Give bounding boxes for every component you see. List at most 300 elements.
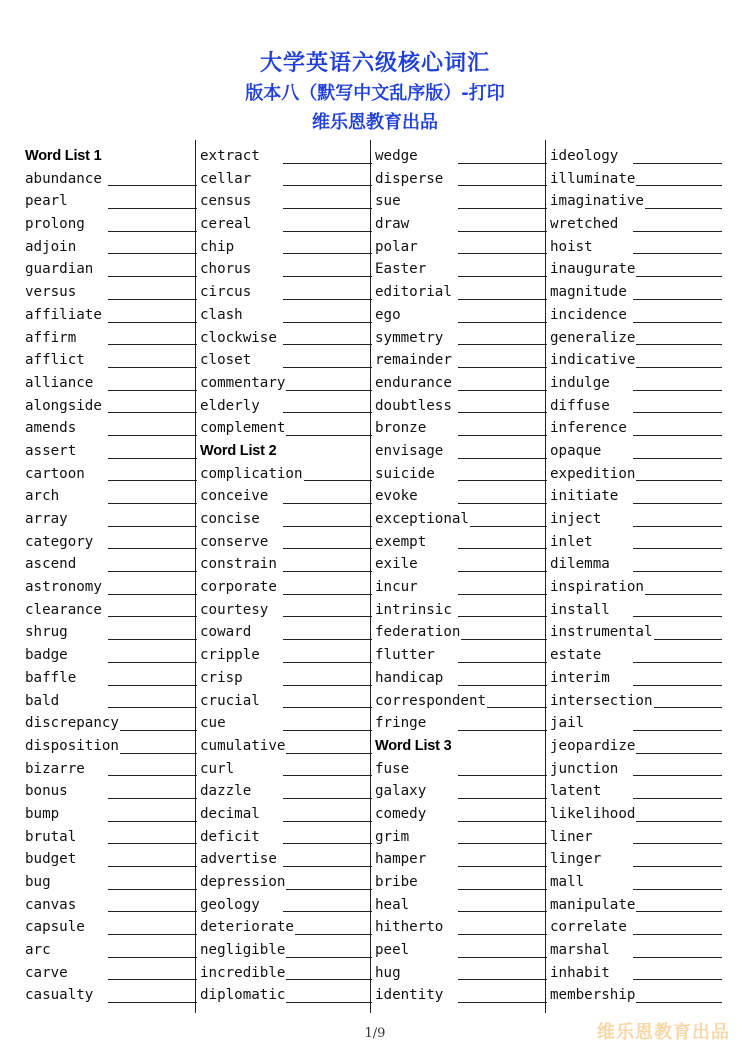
publisher-line: 维乐恩教育出品 bbox=[312, 112, 438, 133]
vocabulary-word: geology bbox=[200, 896, 260, 913]
answer-blank-line bbox=[458, 299, 547, 300]
vocabulary-word: manipulate bbox=[550, 896, 636, 913]
answer-blank-line bbox=[636, 480, 722, 481]
answer-blank-line bbox=[283, 685, 372, 686]
vocabulary-word: cue bbox=[200, 715, 226, 732]
vocabulary-row bbox=[200, 349, 372, 372]
vocabulary-row bbox=[200, 667, 372, 690]
vocabulary-row bbox=[200, 531, 372, 554]
vocabulary-row bbox=[200, 372, 372, 395]
answer-blank-line bbox=[458, 322, 547, 323]
vocabulary-row bbox=[25, 984, 197, 1007]
answer-blank-line bbox=[283, 594, 372, 595]
answer-blank-line bbox=[633, 979, 722, 980]
column-divider bbox=[370, 140, 371, 1013]
answer-blank-line bbox=[283, 866, 372, 867]
answer-blank-line bbox=[636, 185, 722, 186]
vocabulary-row bbox=[375, 644, 547, 667]
vocabulary-word: jail bbox=[550, 715, 585, 732]
answer-blank-line bbox=[633, 526, 722, 527]
vocabulary-word: disposition bbox=[25, 737, 119, 754]
answer-blank-line bbox=[633, 163, 722, 164]
vocabulary-row bbox=[375, 848, 547, 871]
document-title: 大学英语六级核心词汇 bbox=[259, 51, 490, 76]
answer-blank-line bbox=[636, 911, 722, 912]
vocabulary-word: courtesy bbox=[200, 601, 269, 618]
answer-blank-line bbox=[108, 367, 197, 368]
answer-blank-line bbox=[633, 934, 722, 935]
answer-blank-line bbox=[108, 798, 197, 799]
answer-blank-line bbox=[286, 957, 372, 958]
vocabulary-word: correlate bbox=[550, 919, 627, 936]
vocabulary-word: incidence bbox=[550, 306, 627, 323]
vocabulary-word: bonus bbox=[25, 783, 68, 800]
vocabulary-row bbox=[375, 145, 547, 168]
vocabulary-word: envisage bbox=[375, 442, 444, 459]
vocabulary-row bbox=[25, 395, 197, 418]
answer-blank-line bbox=[458, 979, 547, 980]
vocabulary-word: circus bbox=[200, 284, 252, 301]
vocabulary-word: linger bbox=[550, 851, 602, 868]
vocabulary-word: budget bbox=[25, 851, 77, 868]
answer-blank-line bbox=[458, 934, 547, 935]
vocabulary-word: exempt bbox=[375, 533, 427, 550]
vocabulary-row bbox=[200, 485, 372, 508]
answer-blank-line bbox=[283, 412, 372, 413]
vocabulary-word: latent bbox=[550, 783, 602, 800]
vocabulary-word: membership bbox=[550, 987, 636, 1004]
vocabulary-row bbox=[375, 690, 547, 713]
vocabulary-word: chip bbox=[200, 238, 235, 255]
answer-blank-line bbox=[458, 594, 547, 595]
vocabulary-word: bald bbox=[25, 692, 60, 709]
vocabulary-row bbox=[550, 576, 722, 599]
vocabulary-word: diffuse bbox=[550, 397, 610, 414]
answer-blank-line bbox=[636, 821, 722, 822]
vocabulary-word: extract bbox=[200, 148, 260, 164]
answer-blank-line bbox=[283, 775, 372, 776]
answer-blank-line bbox=[108, 208, 197, 209]
vocabulary-row bbox=[200, 894, 372, 917]
vocabulary-word: chorus bbox=[200, 261, 252, 278]
vocabulary-row bbox=[550, 962, 722, 985]
answer-blank-line bbox=[283, 231, 372, 232]
answer-blank-line bbox=[458, 208, 547, 209]
vocabulary-row bbox=[375, 485, 547, 508]
vocabulary-row bbox=[375, 780, 547, 803]
vocabulary-word: arch bbox=[25, 488, 60, 505]
word-list-heading-label: Word List 1 bbox=[25, 148, 102, 164]
answer-blank-line bbox=[283, 639, 372, 640]
vocabulary-word: cereal bbox=[200, 216, 252, 233]
vocabulary-row bbox=[550, 848, 722, 871]
answer-blank-line bbox=[633, 798, 722, 799]
vocabulary-row bbox=[200, 758, 372, 781]
vocabulary-word: hoist bbox=[550, 238, 593, 255]
vocabulary-row bbox=[200, 190, 372, 213]
vocabulary-word: brutal bbox=[25, 828, 77, 845]
vocabulary-word: guardian bbox=[25, 261, 94, 278]
vocabulary-word: symmetry bbox=[375, 329, 444, 346]
answer-blank-line bbox=[108, 276, 197, 277]
answer-blank-line bbox=[633, 866, 722, 867]
vocabulary-row bbox=[375, 508, 547, 531]
answer-blank-line bbox=[283, 571, 372, 572]
vocabulary-word: suicide bbox=[375, 465, 435, 482]
answer-blank-line bbox=[633, 299, 722, 300]
vocabulary-row bbox=[200, 984, 372, 1007]
answer-blank-line bbox=[286, 753, 372, 754]
answer-blank-line bbox=[645, 594, 722, 595]
vocabulary-word: ideology bbox=[550, 148, 619, 164]
vocabulary-row bbox=[200, 395, 372, 418]
answer-blank-line bbox=[633, 571, 722, 572]
answer-blank-line bbox=[108, 616, 197, 617]
answer-blank-line bbox=[108, 548, 197, 549]
answer-blank-line bbox=[636, 753, 722, 754]
vocabulary-word: concise bbox=[200, 511, 260, 527]
vocabulary-word: Easter bbox=[375, 261, 427, 278]
vocabulary-row bbox=[25, 621, 197, 644]
vocabulary-row bbox=[25, 440, 197, 463]
answer-blank-line bbox=[633, 843, 722, 844]
answer-blank-line bbox=[108, 253, 197, 254]
answer-blank-line bbox=[458, 367, 547, 368]
vocabulary-word: wedge bbox=[375, 148, 418, 164]
answer-blank-line bbox=[108, 934, 197, 935]
word-list-heading bbox=[25, 145, 197, 168]
vocabulary-row bbox=[200, 168, 372, 191]
vocabulary-word: casualty bbox=[25, 987, 94, 1004]
vocabulary-row bbox=[200, 145, 372, 168]
answer-blank-line bbox=[283, 707, 372, 708]
answer-blank-line bbox=[458, 458, 547, 459]
vocabulary-row bbox=[200, 553, 372, 576]
vocabulary-row bbox=[25, 826, 197, 849]
vocabulary-row bbox=[25, 281, 197, 304]
answer-blank-line bbox=[108, 775, 197, 776]
vocabulary-word: badge bbox=[25, 647, 68, 664]
answer-blank-line bbox=[458, 276, 547, 277]
answer-blank-line bbox=[636, 1002, 722, 1003]
vocabulary-word: imaginative bbox=[550, 193, 644, 210]
vocabulary-word: versus bbox=[25, 284, 77, 301]
answer-blank-line bbox=[108, 957, 197, 958]
vocabulary-row bbox=[25, 349, 197, 372]
vocabulary-row bbox=[25, 848, 197, 871]
answer-blank-line bbox=[283, 208, 372, 209]
vocabulary-row bbox=[550, 621, 722, 644]
vocabulary-word: cellar bbox=[200, 170, 252, 187]
vocabulary-word: remainder bbox=[375, 352, 452, 369]
vocabulary-word: handicap bbox=[375, 669, 444, 686]
vocabulary-word: affiliate bbox=[25, 306, 102, 323]
vocabulary-row bbox=[550, 327, 722, 350]
vocabulary-word: likelihood bbox=[550, 805, 636, 822]
answer-blank-line bbox=[458, 163, 547, 164]
vocabulary-word: array bbox=[25, 511, 68, 527]
vocabulary-row bbox=[375, 190, 547, 213]
word-list-heading bbox=[375, 735, 547, 758]
vocabulary-row bbox=[200, 644, 372, 667]
vocabulary-word: bump bbox=[25, 805, 60, 822]
answer-blank-line bbox=[108, 571, 197, 572]
answer-blank-line bbox=[108, 344, 197, 345]
vocabulary-row bbox=[550, 145, 722, 168]
vocabulary-row bbox=[200, 939, 372, 962]
answer-blank-line bbox=[633, 662, 722, 663]
vocabulary-word: alliance bbox=[25, 374, 94, 391]
vocabulary-row bbox=[200, 258, 372, 281]
answer-blank-line bbox=[283, 616, 372, 617]
vocabulary-row bbox=[200, 304, 372, 327]
vocabulary-row bbox=[375, 576, 547, 599]
vocabulary-word: bribe bbox=[375, 874, 418, 890]
word-list-heading-label: Word List 2 bbox=[200, 442, 277, 459]
vocabulary-row bbox=[25, 258, 197, 281]
vocabulary-word: hamper bbox=[375, 851, 427, 868]
vocabulary-word: afflict bbox=[25, 352, 85, 369]
vocabulary-row bbox=[550, 758, 722, 781]
vocabulary-word: identity bbox=[375, 987, 444, 1004]
vocabulary-word: decimal bbox=[200, 805, 260, 822]
vocabulary-word: inlet bbox=[550, 533, 593, 550]
word-list-heading-label: Word List 3 bbox=[375, 737, 452, 754]
vocabulary-word: inhabit bbox=[550, 964, 610, 981]
vocabulary-row bbox=[25, 531, 197, 554]
vocabulary-word: endurance bbox=[375, 374, 452, 391]
vocabulary-word: dazzle bbox=[200, 783, 252, 800]
vocabulary-row bbox=[375, 916, 547, 939]
vocabulary-word: ego bbox=[375, 306, 401, 323]
vocabulary-word: clearance bbox=[25, 601, 102, 618]
answer-blank-line bbox=[286, 390, 372, 391]
answer-blank-line bbox=[458, 798, 547, 799]
vocabulary-word: galaxy bbox=[375, 783, 427, 800]
vocabulary-word: inaugurate bbox=[550, 261, 636, 278]
answer-blank-line bbox=[633, 957, 722, 958]
vocabulary-row bbox=[550, 281, 722, 304]
answer-blank-line bbox=[283, 526, 372, 527]
vocabulary-word: inference bbox=[550, 420, 627, 437]
vocabulary-word: discrepancy bbox=[25, 715, 119, 732]
vocabulary-row bbox=[25, 690, 197, 713]
vocabulary-row bbox=[200, 916, 372, 939]
answer-blank-line bbox=[458, 435, 547, 436]
answer-blank-line bbox=[283, 730, 372, 731]
vocabulary-row bbox=[200, 599, 372, 622]
answer-blank-line bbox=[108, 911, 197, 912]
vocabulary-row bbox=[25, 485, 197, 508]
vocabulary-row bbox=[200, 848, 372, 871]
vocabulary-row bbox=[25, 508, 197, 531]
answer-blank-line bbox=[283, 299, 372, 300]
answer-blank-line bbox=[461, 639, 547, 640]
vocabulary-row bbox=[25, 372, 197, 395]
vocabulary-word: conceive bbox=[200, 488, 269, 505]
vocabulary-word: inject bbox=[550, 511, 602, 527]
vocabulary-row bbox=[375, 213, 547, 236]
answer-blank-line bbox=[636, 276, 722, 277]
answer-blank-line bbox=[283, 503, 372, 504]
vocabulary-word: diplomatic bbox=[200, 987, 286, 1004]
answer-blank-line bbox=[487, 707, 547, 708]
vocabulary-word: commentary bbox=[200, 374, 286, 391]
vocabulary-word: baffle bbox=[25, 669, 77, 686]
vocabulary-word: incredible bbox=[200, 964, 286, 981]
answer-blank-line bbox=[283, 662, 372, 663]
answer-blank-line bbox=[283, 367, 372, 368]
vocabulary-word: correspondent bbox=[375, 692, 487, 709]
vocabulary-row bbox=[375, 531, 547, 554]
vocabulary-row bbox=[200, 508, 372, 531]
vocabulary-row bbox=[550, 395, 722, 418]
vocabulary-word: evoke bbox=[375, 488, 418, 505]
vocabulary-row bbox=[375, 962, 547, 985]
vocabulary-word: affirm bbox=[25, 329, 77, 346]
vocabulary-word: capsule bbox=[25, 919, 85, 936]
vocabulary-word: flutter bbox=[375, 647, 435, 664]
vocabulary-word: census bbox=[200, 193, 252, 210]
vocabulary-word: closet bbox=[200, 352, 252, 369]
vocabulary-word: clash bbox=[200, 306, 243, 323]
vocabulary-row bbox=[200, 962, 372, 985]
vocabulary-word: constrain bbox=[200, 556, 277, 573]
answer-blank-line bbox=[633, 322, 722, 323]
vocabulary-word: inspiration bbox=[550, 579, 644, 596]
vocabulary-row bbox=[550, 168, 722, 191]
answer-blank-line bbox=[654, 639, 722, 640]
answer-blank-line bbox=[458, 390, 547, 391]
vocabulary-row bbox=[25, 735, 197, 758]
vocabulary-row bbox=[550, 553, 722, 576]
vocabulary-word: estate bbox=[550, 647, 602, 664]
answer-blank-line bbox=[120, 753, 197, 754]
watermark-logo: 维乐恩教育出品 bbox=[597, 1022, 730, 1043]
answer-blank-line bbox=[645, 208, 722, 209]
vocabulary-word: pearl bbox=[25, 193, 68, 210]
answer-blank-line bbox=[108, 526, 197, 527]
vocabulary-row bbox=[550, 984, 722, 1007]
answer-blank-line bbox=[458, 957, 547, 958]
answer-blank-line bbox=[108, 185, 197, 186]
answer-blank-line bbox=[108, 685, 197, 686]
vocabulary-row bbox=[375, 621, 547, 644]
vocabulary-row bbox=[550, 463, 722, 486]
vocabulary-word: install bbox=[550, 601, 610, 618]
vocabulary-row bbox=[550, 803, 722, 826]
vocabulary-word: cartoon bbox=[25, 465, 85, 482]
vocabulary-row bbox=[375, 758, 547, 781]
vocabulary-row bbox=[550, 871, 722, 894]
vocabulary-row bbox=[550, 349, 722, 372]
vocabulary-word: illuminate bbox=[550, 170, 636, 187]
vocabulary-row bbox=[375, 894, 547, 917]
vocabulary-row bbox=[550, 258, 722, 281]
vocabulary-word: corporate bbox=[200, 579, 277, 596]
answer-blank-line bbox=[286, 435, 372, 436]
vocabulary-word: magnitude bbox=[550, 284, 627, 301]
vocabulary-row bbox=[550, 712, 722, 735]
vocabulary-row bbox=[200, 236, 372, 259]
vocabulary-word: advertise bbox=[200, 851, 277, 868]
answer-blank-line bbox=[458, 775, 547, 776]
answer-blank-line bbox=[286, 889, 372, 890]
answer-blank-line bbox=[470, 526, 547, 527]
vocabulary-row bbox=[200, 281, 372, 304]
vocabulary-word: exceptional bbox=[375, 511, 469, 527]
vocabulary-word: fringe bbox=[375, 715, 427, 732]
vocabulary-word: cumulative bbox=[200, 737, 286, 754]
vocabulary-row bbox=[550, 939, 722, 962]
answer-blank-line bbox=[458, 685, 547, 686]
answer-blank-line bbox=[108, 594, 197, 595]
vocabulary-word: mall bbox=[550, 874, 585, 890]
vocabulary-word: exile bbox=[375, 556, 418, 573]
vocabulary-row bbox=[375, 599, 547, 622]
answer-blank-line bbox=[108, 322, 197, 323]
answer-blank-line bbox=[108, 639, 197, 640]
vocabulary-row bbox=[25, 871, 197, 894]
vocabulary-row bbox=[25, 803, 197, 826]
vocabulary-word: sue bbox=[375, 193, 401, 210]
page-number: 1/9 bbox=[364, 1026, 386, 1041]
vocabulary-row bbox=[375, 871, 547, 894]
vocabulary-row bbox=[25, 939, 197, 962]
answer-blank-line bbox=[108, 662, 197, 663]
vocabulary-row bbox=[550, 440, 722, 463]
vocabulary-row bbox=[200, 826, 372, 849]
answer-blank-line bbox=[283, 322, 372, 323]
vocabulary-row bbox=[25, 463, 197, 486]
answer-blank-line bbox=[458, 616, 547, 617]
vocabulary-word: grim bbox=[375, 828, 410, 845]
vocabulary-row bbox=[25, 417, 197, 440]
vocabulary-word: hug bbox=[375, 964, 401, 981]
vocabulary-row bbox=[375, 667, 547, 690]
answer-blank-line bbox=[458, 548, 547, 549]
answer-blank-line bbox=[283, 276, 372, 277]
vocabulary-word: depression bbox=[200, 874, 286, 890]
vocabulary-row bbox=[550, 916, 722, 939]
vocabulary-word: bug bbox=[25, 874, 51, 890]
answer-blank-line bbox=[295, 934, 372, 935]
vocabulary-row bbox=[550, 304, 722, 327]
vocabulary-word: shrug bbox=[25, 624, 68, 641]
vocabulary-word: complication bbox=[200, 465, 303, 482]
vocabulary-word: dilemma bbox=[550, 556, 610, 573]
vocabulary-row bbox=[25, 712, 197, 735]
vocabulary-row bbox=[550, 780, 722, 803]
vocabulary-row bbox=[550, 690, 722, 713]
answer-blank-line bbox=[108, 503, 197, 504]
vocabulary-word: initiate bbox=[550, 488, 619, 505]
answer-blank-line bbox=[108, 390, 197, 391]
answer-blank-line bbox=[283, 344, 372, 345]
answer-blank-line bbox=[283, 253, 372, 254]
answer-blank-line bbox=[458, 185, 547, 186]
answer-blank-line bbox=[108, 412, 197, 413]
answer-blank-line bbox=[458, 730, 547, 731]
answer-blank-line bbox=[286, 1002, 372, 1003]
vocabulary-word: federation bbox=[375, 624, 461, 641]
word-column-2 bbox=[200, 145, 372, 1007]
vocabulary-row bbox=[375, 327, 547, 350]
vocabulary-row bbox=[375, 281, 547, 304]
vocabulary-word: curl bbox=[200, 760, 235, 777]
vocabulary-row bbox=[375, 417, 547, 440]
answer-blank-line bbox=[108, 979, 197, 980]
